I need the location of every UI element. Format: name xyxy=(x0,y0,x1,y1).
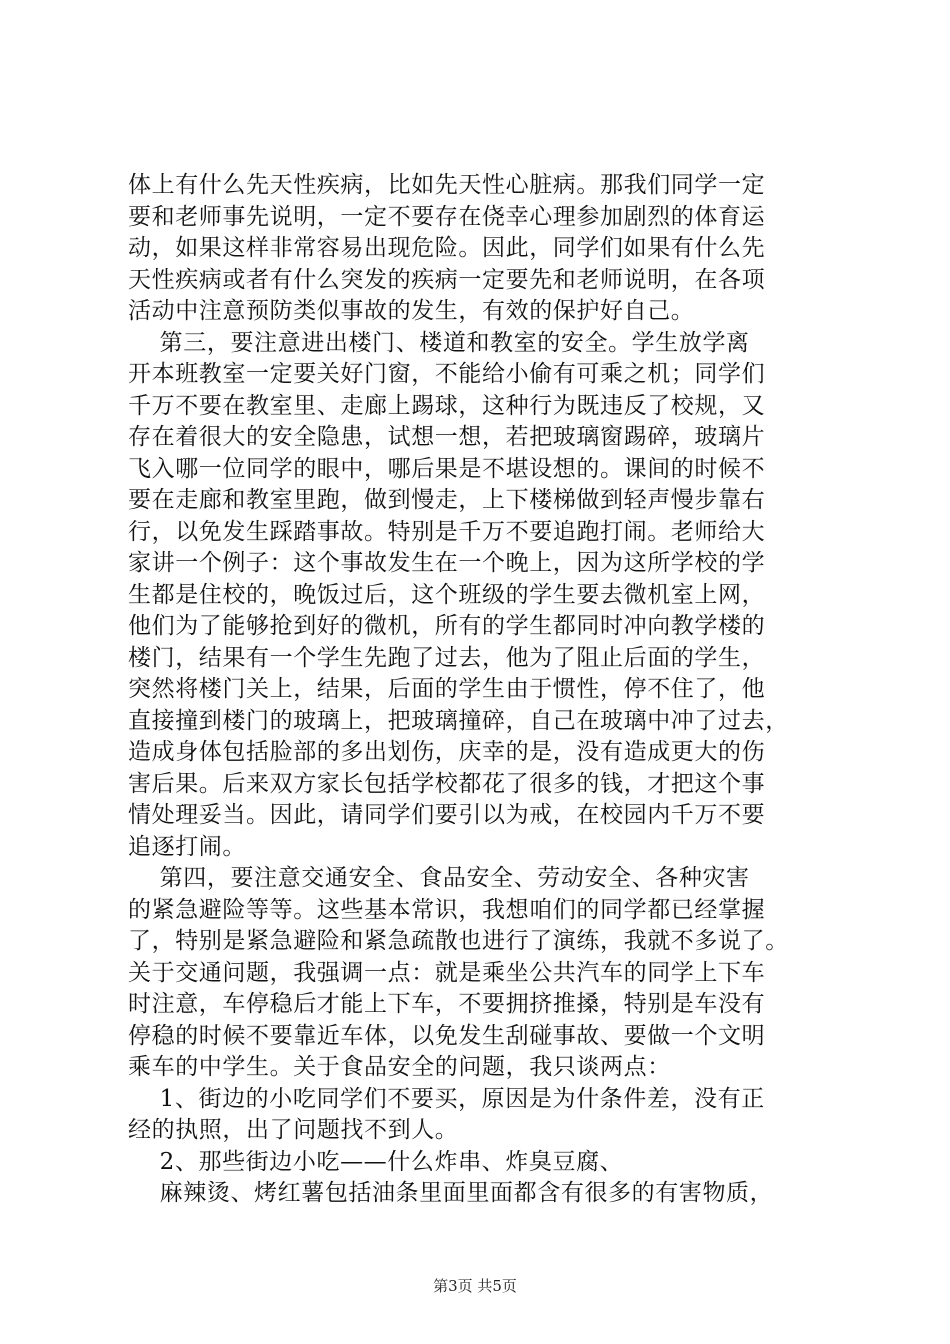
text-line: 楼门，结果有一个学生先跑了过去，他为了阻止后面的学生， xyxy=(128,644,766,671)
text-line: 关于交通问题，我强调一点：就是乘坐公共汽车的同学上下车 xyxy=(128,959,766,986)
text-line: 1、街边的小吃同学们不要买，原因是为什条件差，没有正 xyxy=(128,1085,765,1112)
text-line: 存在着很大的安全隐患，试想一想，若把玻璃窗踢碎，玻璃片 xyxy=(128,424,766,450)
text-line: 情处理妥当。因此，请同学们要引以为戒，在校园内千万不要 xyxy=(128,802,766,828)
text-line: 突然将楼门关上，结果，后面的学生由于惯性，停不住了，他 xyxy=(128,676,766,702)
text-line: 直接撞到楼门的玻璃上，把玻璃撞碎，自己在玻璃中冲了过去， xyxy=(128,707,789,734)
text-line: 行，以免发生踩踏事故。特别是千万不要追跑打闹。老师给大 xyxy=(128,518,766,545)
text-line: 第四，要注意交通安全、食品安全、劳动安全、各种灾害 xyxy=(128,865,750,891)
text-line: 2、那些街边小吃——什么炸串、炸臭豆腐、 xyxy=(128,1148,624,1175)
text-line: 天性疾病或者有什么突发的疾病一定要先和老师说明，在各项 xyxy=(128,266,766,293)
text-line: 动，如果这样非常容易出现危险。因此，同学们如果有什么先 xyxy=(128,235,766,261)
text-line: 千万不要在教室里、走廊上踢球，这种行为既违反了校规，又 xyxy=(128,392,766,419)
text-line: 生都是住校的，晚饭过后，这个班级的学生要去微机室上网， xyxy=(128,581,766,608)
text-line: 造成身体包括脸部的多出划伤，庆幸的是，没有造成更大的伤 xyxy=(128,739,766,765)
text-line: 乘车的中学生。关于食品安全的问题，我只谈两点： xyxy=(128,1054,671,1080)
text-line: 要在走廊和教室里跑，做到慢走，上下楼梯做到轻声慢步靠右 xyxy=(128,487,766,513)
body-text xyxy=(128,170,828,1210)
text-line: 了，特别是紧急避险和紧急疏散也进行了演练，我就不多说了。 xyxy=(128,928,789,954)
text-line: 麻辣烫、烤红薯包括油条里面里面都含有很多的有害物质， xyxy=(128,1180,774,1206)
text-line: 活动中注意预防类似事故的发生，有效的保护好自己。 xyxy=(128,298,695,324)
text-line: 飞入哪一位同学的眼中，哪后果是不堪设想的。课间的时候不 xyxy=(128,455,766,482)
page-footer: 第3页 共5页 xyxy=(433,1277,517,1295)
text-line: 第三，要注意进出楼门、楼道和教室的安全。学生放学离 xyxy=(128,329,750,356)
text-line: 要和老师事先说明，一定不要存在侥幸心理参加剧烈的体育运 xyxy=(128,203,766,230)
text-line: 停稳的时候不要靠近车体，以免发生刮碰事故、要做一个文明 xyxy=(128,1022,766,1049)
text-line: 的紧急避险等等。这些基本常识，我想咱们的同学都已经掌握 xyxy=(128,896,766,923)
text-line: 他们为了能够抢到好的微机，所有的学生都同时冲向教学楼的 xyxy=(128,613,766,639)
text-line: 家讲一个例子：这个事故发生在一个晚上，因为这所学校的学 xyxy=(128,550,766,576)
text-line: 体上有什么先天性疾病，比如先天性心脏病。那我们同学一定 xyxy=(128,172,766,198)
text-line: 开本班教室一定要关好门窗，不能给小偷有可乘之机；同学们 xyxy=(128,361,766,387)
text-line: 时注意，车停稳后才能上下车，不要拥挤推搡，特别是车没有 xyxy=(128,991,766,1017)
text-line: 追逐打闹。 xyxy=(128,833,246,860)
text-line: 经的执照，出了问题找不到人。 xyxy=(128,1117,459,1143)
text-line: 害后果。后来双方家长包括学校都花了很多的钱，才把这个事 xyxy=(128,770,766,797)
